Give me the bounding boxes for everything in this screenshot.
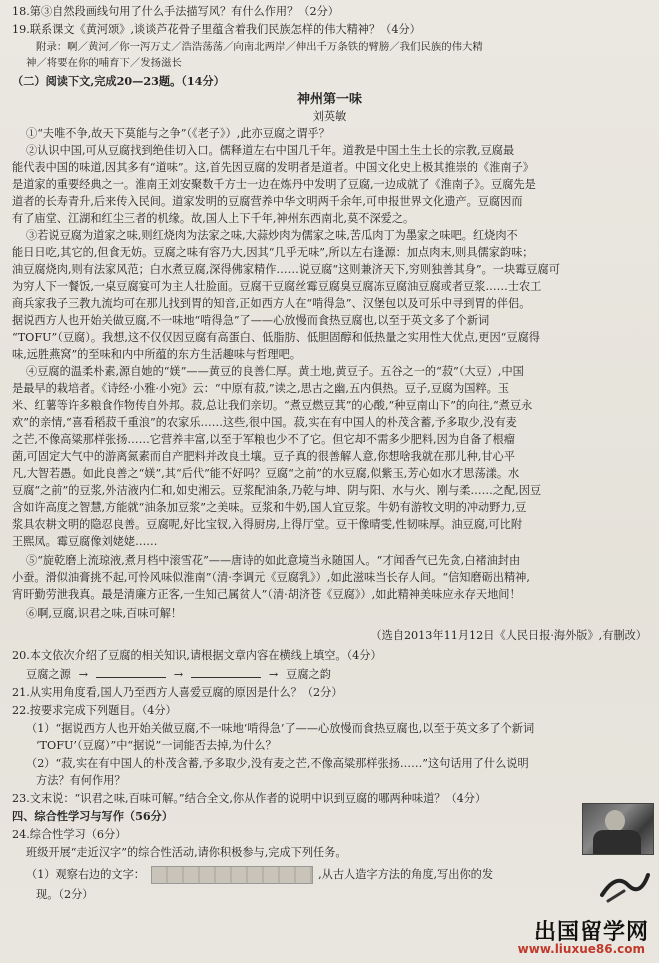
question-20-blanks [26,666,647,682]
paragraph-6: ⑥啊,豆腐,识君之味,百味可解！ [26,607,183,620]
paragraph-5-line-2: 小蚕。滑似油膏挑不起,可怜风味似淮南”（清·李调元《豆腐乳》）,如此滋味当长存人间。“信知磨砺出精神, [12,571,530,584]
paragraph-3-line-2: 能日日吃,其它的,但食无妨。豆腐之味有容乃大,因其“几乎无味”,所以左右逢源：加点肉末,则具儒家韵味； [12,246,534,259]
ancient-characters-image [151,866,313,884]
paragraph-2-line-1: ②认识中国,可从豆腐找到绝佳切入口。儒释道左右中国几千年。道教是中国土生土长的宗教,豆腐最 [26,144,515,157]
question-24: 24.综合性学习（6分） [12,828,127,841]
paragraph-3-line-3: 油豆腐烧肉,则有法家风范；白水煮豆腐,深得佛家精作……说豆腐“这则兼济天下,穷则独善其身”。一块霉豆腐可 [12,263,560,276]
blank-start-label: 豆腐之源 [26,668,71,681]
brush-stroke-icon [598,865,652,905]
appendix-line-1: 附录：啊／黄河／你一泻万丈／浩浩荡荡／向南北两岸／伸出千万条铁的臂膀／我们民族的伟大精 [36,41,483,53]
paragraph-1: ①“夫唯不争,故天下莫能与之争”（《老子》）,此亦豆腐之谓乎？ [26,127,330,140]
paragraph-3-line-4: 为穷人下一餐饭,一桌豆腐宴可为主人壮脸面。豆腐干豆腐丝霉豆腐臭豆腐冻豆腐油豆腐或者豆浆……士农工 [12,280,542,293]
paragraph-4-line-4: 欢”的亲情,“喜看稻菽千重浪”的农家乐……这些,很中国。菽,实在有中国人的朴茂含蓄,予多取少,没有麦 [12,416,517,429]
paragraph-4-line-3: 米、红薯等许多粮食作物传自外邦。菽,总让我们亲切。“煮豆燃豆萁”的心酸,“种豆南山下”的向往,“煮豆永 [12,399,533,412]
paragraph-5-line-1: ⑤“旋乾磨上流琼液,煮月档中滚雪花”——唐诗的如此意境当永随国人。“才闻香气已先贪,白褚油封由 [26,554,521,567]
paragraph-3-line-8: 味,远胜燕窝”的至味和内中所蕴的东方生活趣味与哲理吧。 [12,348,301,361]
question-20: 20.本文依次介绍了豆腐的相关知识,请根据文章内容在横线上填空。（4分） [12,649,382,662]
question-18: 18.第③自然段画线句用了什么手法描写风？有什么作用？（2分） [12,5,339,18]
paragraph-4-line-10: 浆具农耕文明的隐忍良善。豆腐呢,好比宝钗,入得厨房,上得厅堂。豆干像晴雯,性韧味厚。油豆腐,可比附 [12,518,523,531]
blank-end-label: 豆腐之韵 [286,668,331,681]
section-heading: （二）阅读下文,完成20—23题。（14分） [12,74,225,88]
article-title: 神州第一味 [296,92,362,107]
question-19: 19.联系课文《黄河颂》,谈谈芦花骨子里蕴含着我们民族怎样的伟大精神？（4分） [12,23,421,36]
paragraph-3-line-1: ③若说豆腐为道家之味,则红烧肉为法家之味,大蒜炒肉为儒家之味,苦瓜肉丁为墨家之味吧。红烧肉不 [26,229,518,242]
question-22-2-line-1: （2）“菽,实在有中国人的朴茂含蓄,予多取少,没有麦之芒,不像高粱那样张扬……”这句话用了什么说明 [26,757,529,770]
paragraph-4-line-9: 含如许高度之智慧,方能就“油条加豆浆”之美味。豆浆和牛奶,国人宜豆浆。牛奶有游牧文明的冲动野力,豆 [12,501,527,514]
question-24-1: （1）观察右边的文字： ,从古人造字方法的角度,写出你的发 [26,866,647,884]
watermark-site-name: 出国留学网 [533,920,649,945]
question-22: 22.按要求完成下列题目。（4分） [12,704,177,717]
paragraph-4-line-7: 凡,大智若愚。如此良善之“媄”,其“后代”能不好吗？豆腐“之前”的水豆腐,似紫玉,芳心如水才思荡漾。水 [12,467,520,480]
question-21: 21.从实用角度看,国人乃至西方人喜爱豆腐的原因是什么？（2分） [12,686,343,699]
paragraph-4-line-11: 王熙凤。霉豆腐像刘姥姥…… [12,535,158,548]
question-24-intro: 班级开展“走近汉字”的综合性活动,请你积极参与,完成下列任务。 [26,846,347,859]
answer-blank-2[interactable] [191,666,261,678]
appendix-line-2: 神／将要在你的哺育下／发扬滋长 [26,57,182,69]
paragraph-3-line-5: 商兵家我子三教九流均可在那儿找到胃的知音,正如西方人在“啃得急”、汉堡包以及可乐中寻到胃的伴侣。 [12,297,531,310]
child-photo [582,803,654,855]
paragraph-2-line-2: 能代表中国的味道,因其多有“道味”。这,首先因豆腐的发明者是道者。中国文化史上极其推崇的《淮南子》 [12,161,534,174]
paragraph-4-line-1: ④豆腐的温柔朴素,源自她的“媄”——黄豆的良善仁厚。黄土地,黄豆子。五谷之一的“菽”（大豆）,中国 [26,365,524,378]
source-note: （选自2013年11月12日《人民日报·海外版》,有删改） [370,629,647,642]
paragraph-5-line-3: 宵旰勤劳泄我真。最是清廉方正客,一生知己属贫人”（清·胡济苍《豆腐》）,如此精神美味应永存天地间！ [12,588,521,601]
question-22-1-line-2: ‘TOFU’（豆腐）”中“据说”一词能否去掉,为什么？ [36,739,277,752]
part-4-heading: 四、综合性学习与写作（56分） [12,809,174,823]
question-24-1-line-2: 现。（2分） [36,888,94,901]
paragraph-4-line-8: 豆腐“之前”的豆浆,外洁液内仁和,如史湘云。豆浆配油条,乃乾与坤、阴与阳、水与火、刚与柔……之配,因豆 [12,484,542,497]
paragraph-2-line-4: 道者的长寿青升,后来传入民间。道家发明的豆腐营养中华文明两千余年,可申报世界文化遗产。豆腐因而 [12,195,523,208]
paragraph-2-line-5: 有了庙堂、江湖和红尘三者的机缘。故,国人上下千年,神州东西南北,莫不深爱之。 [12,212,415,225]
paragraph-2-line-3: 是道家的重要经典之一。淮南王刘安聚数千方士一边在炼丹中发明了豆腐,一边成就了《淮南子》。豆腐先是 [12,178,536,191]
watermark-site-url: www.liuxue86.com [517,942,645,956]
arrow-icon: → [173,668,184,681]
arrow-icon: → [268,668,279,681]
paragraph-4-line-5: 之芒,不像高粱那样张扬……它营养丰富,以至于军粮也少不了它。但它却不需多少肥料,因为自备了根瘤 [12,433,515,446]
paragraph-3-line-6: 据说西方人也开始关做豆腐,不一味地“啃得急”了——心放慢而食热豆腐也,以至于英文多了个新词 [12,314,490,327]
paragraph-3-line-7: “TOFU”（豆腐）。我想,这不仅仅因豆腐有高蛋白、低脂肪、低胆固醇和低热量之实用性大优点,更因“豆腐得 [12,331,540,344]
arrow-icon: → [78,668,89,681]
question-22-1-line-1: （1）“据说西方人也开始关做豆腐,不一味地‘啃得急’了——心放慢而食热豆腐也,以至于英文多了个新词 [26,722,535,735]
paragraph-4-line-2: 是最早的栽培者。《诗经·小雅·小宛》云：“中原有菽,”读之,思古之幽,五内俱热。豆子,豆腐为国粹。玉 [12,382,510,395]
question-22-2-line-2: 方法？有何作用？ [36,774,126,787]
paragraph-4-line-6: 菌,可固定大气中的游离氮素而自产肥料并改良土壤。豆子真的很善解人意,你想啥我就在那儿种,甘心平 [12,450,515,463]
question-23: 23.文末说：“识君之味,百味可解。”结合全文,你从作者的说明中识到豆腐的哪两种味道？（4分） [12,792,487,805]
article-author: 刘英敏 [312,110,347,123]
answer-blank-1[interactable] [96,666,166,678]
